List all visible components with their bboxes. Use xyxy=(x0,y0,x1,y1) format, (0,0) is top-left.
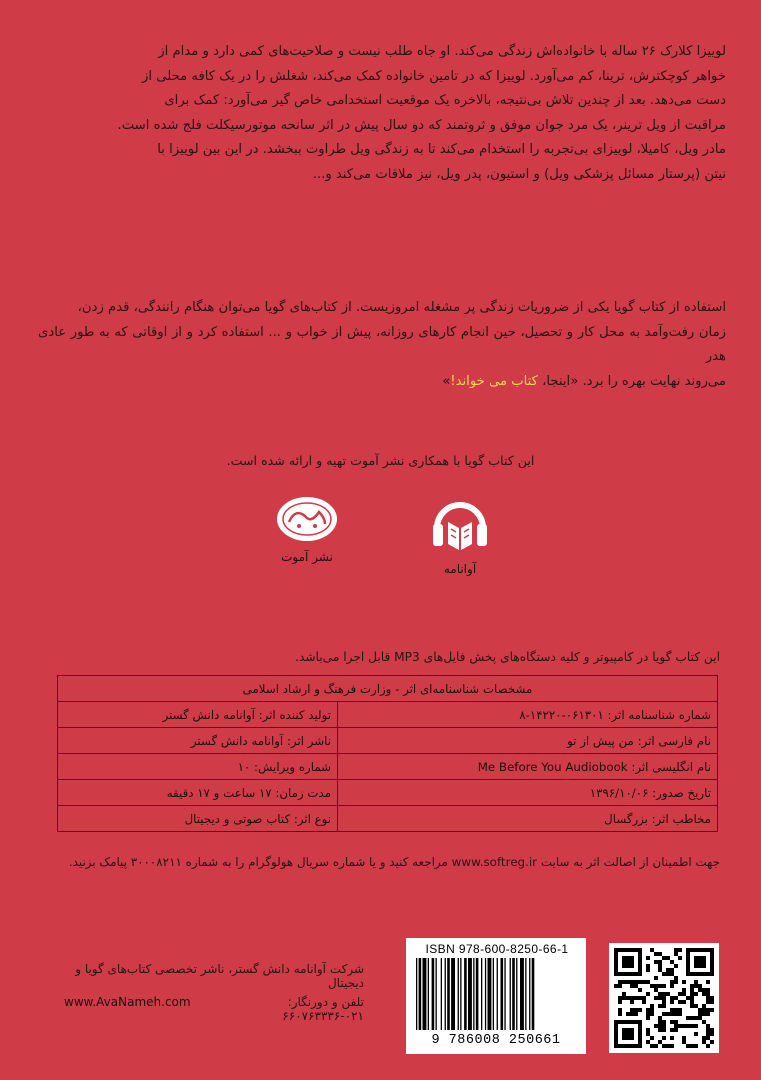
table-header: مشخصات شناسنامه‌ای اثر - وزارت فرهنگ و ارشاد اسلامی xyxy=(58,676,718,702)
table-row xyxy=(58,728,718,754)
mp3-compatibility-note: این کتاب گویا در کامپیوتر و کلیه دستگاه‌های پخش فایل‌های MP3 قابل اجرا می‌باشد. xyxy=(295,650,720,664)
table-row xyxy=(58,754,718,780)
isbn-digits: 9 786008 250661 xyxy=(431,1033,561,1048)
summary-line: لوییزا کلارک ۲۶ ساله با خانواده‌اش زندگی می‌کند. او جاه طلب نیست و صلاحیت‌های کمی دارد و مدام از xyxy=(158,44,726,59)
summary-line: نیتن (پرستار مسائل پزشکی ویل) و استیون، پدر ویل، نیز ملاقات می‌کند و... xyxy=(312,166,726,182)
qr-code-icon[interactable] xyxy=(609,943,719,1053)
usage-line: استفاده از کتاب گویا یکی از ضروریات زندگی پر مشغله امروزیست. از کتاب‌های گویا می‌توان هنگام رانندگی، قدم زدن، xyxy=(77,300,726,315)
phone-number: تلفن و دورنگار: ۰۲۱-۶۶۰۷۶۳۳۳۶ xyxy=(282,995,364,1023)
avaname-logo-label: آوانامه xyxy=(443,562,477,576)
summary-line: مراقبت از ویل ترینر، یک مرد جوان موفق و ثروتمند که دو سال پیش در اثر سانحه موتورسیکلت فلج شده است. xyxy=(117,117,726,133)
table-row xyxy=(58,780,718,806)
usage-line: زمان رفت‌وآمد به محل کار و تحصیل، حین انجام کارهای روزانه، پیش از خواب و ... استفاده کرد و از اوقاتی که به طور عادی هدر xyxy=(38,324,726,364)
cooperation-note: این کتاب گویا با همکاری نشر آموت تهیه و ارائه شده است. xyxy=(226,453,535,468)
table-cell: تولید کننده اثر: آوانامه دانش گستر xyxy=(58,702,338,728)
table-cell: ناشر اثر: آوانامه دانش گستر xyxy=(58,728,338,754)
table-cell: نام فارسی اثر: من پیش از تو xyxy=(338,728,718,754)
barcode-icon xyxy=(412,958,580,1032)
table-cell: شماره ویرایش: ۱۰ xyxy=(58,754,338,780)
usage-line-end: » xyxy=(442,373,451,389)
slogan-highlight: کتاب می خواند! xyxy=(450,373,538,389)
usage-line-start: می‌روند نهایت بهره را برد. «اینجا، xyxy=(537,373,726,389)
summary-line: خواهر کوچکترش، ترینا، کم می‌آورد. لوییزا که در تامین خانواده کمک می‌کند، شغلش را در یک کافه محلی از xyxy=(142,68,726,84)
summary-line: دست می‌دهد. بعد از چندین تلاش بی‌نتیجه، بالاخره یک موقعیت استخدامی خاص گیر می‌آورد: کمک برای xyxy=(164,93,726,108)
avaname-logo xyxy=(418,494,502,576)
table-cell: تاریخ صدور: ۱۳۹۶/۱۰/۰۶ xyxy=(338,780,718,806)
book-summary xyxy=(38,40,726,187)
amut-publisher-logo xyxy=(262,494,352,564)
table-cell: مدت زمان: ۱۷ ساعت و ۱۷ دقیقه xyxy=(58,780,338,806)
audiobook-usage-text xyxy=(38,296,726,394)
table-cell: نوع اثر: کتاب صوتی و دیجیتال xyxy=(58,806,338,832)
amut-logo-label: نشر آموت xyxy=(281,550,333,564)
table-cell: نام انگلیسی اثر: Me Before You Audiobook xyxy=(338,754,718,780)
identification-table xyxy=(57,675,718,832)
usage-line xyxy=(38,370,726,395)
table-row xyxy=(58,702,718,728)
table-header-row xyxy=(58,676,718,702)
amut-seal-icon xyxy=(275,494,339,544)
authenticity-note: جهت اطمینان از اصالت اثر به سایت www.softreg.ir مراجعه کنید و یا شماره سریال هولوگرام را به شماره ۳۰۰۰۸۲۱۱ پیامک بزنید. xyxy=(68,855,720,869)
isbn-barcode-box xyxy=(406,938,586,1054)
headphones-book-icon xyxy=(429,494,491,556)
company-name: شرکت آوانامه دانش گستر، ناشر تخصصی کتاب‌های گویا و دیجیتال xyxy=(75,962,364,990)
table-cell: شماره شناسنامه اثر: ۰۶۱۳۰۱-۱۴۲۲۰-۸ xyxy=(338,702,718,728)
table-row xyxy=(58,806,718,832)
website-link[interactable]: www.AvaNameh.com xyxy=(64,995,191,1009)
table-cell: مخاطب اثر: بزرگسال xyxy=(338,806,718,832)
summary-line: مادر ویل، کامیلا، لوییزای بی‌تجربه را استخدام می‌کند تا به زندگی ویل طراوت ببخشد. در این بین لوییزا با xyxy=(157,142,726,157)
isbn-label: ISBN 978-600-8250-66-1 xyxy=(425,942,569,956)
